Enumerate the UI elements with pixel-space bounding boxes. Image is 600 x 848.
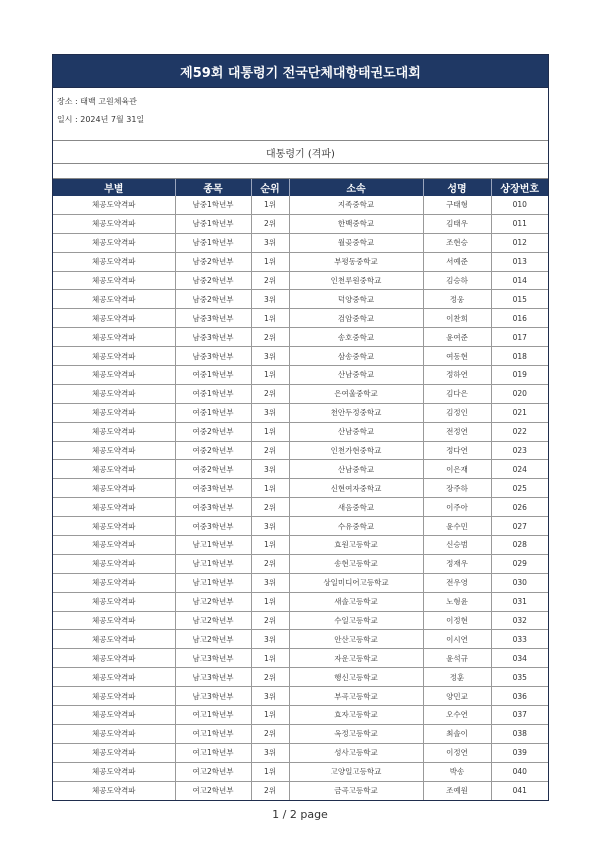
cell-rank: 3위: [251, 517, 289, 536]
cell-name: 윤석규: [423, 649, 491, 668]
cell-name: 이찬희: [423, 309, 491, 328]
cell-rank: 1위: [251, 196, 289, 214]
cell-division: 체공도약격파: [53, 403, 175, 422]
table-row: [53, 706, 548, 725]
cell-rank: 1위: [251, 309, 289, 328]
cell-rank: 1위: [251, 479, 289, 498]
cell-affiliation: 효원고등학교: [289, 536, 423, 555]
cell-award-number: 011: [491, 214, 548, 233]
cell-rank: 3위: [251, 290, 289, 309]
cell-rank: 2위: [251, 554, 289, 573]
results-table: [53, 179, 548, 800]
cell-rank: 3위: [251, 630, 289, 649]
cell-division: 체공도약격파: [53, 384, 175, 403]
cell-event: 여고2학년부: [175, 781, 251, 799]
cell-affiliation: 옥정고등학교: [289, 724, 423, 743]
cell-rank: 1위: [251, 649, 289, 668]
cell-name: 여동현: [423, 347, 491, 366]
cell-award-number: 033: [491, 630, 548, 649]
table-row: [53, 252, 548, 271]
cell-division: 체공도약격파: [53, 214, 175, 233]
table-row: [53, 611, 548, 630]
table-row: [53, 668, 548, 687]
cell-award-number: 034: [491, 649, 548, 668]
cell-affiliation: 수일고등학교: [289, 611, 423, 630]
cell-division: 체공도약격파: [53, 479, 175, 498]
cell-division: 체공도약격파: [53, 668, 175, 687]
cell-name: 노형윤: [423, 592, 491, 611]
column-header-rank: 순위: [251, 179, 289, 196]
cell-event: 남고2학년부: [175, 611, 251, 630]
cell-affiliation: 신현여자중학교: [289, 479, 423, 498]
cell-award-number: 012: [491, 233, 548, 252]
cell-division: 체공도약격파: [53, 554, 175, 573]
cell-event: 여중3학년부: [175, 517, 251, 536]
cell-affiliation: 금곡고등학교: [289, 781, 423, 799]
cell-division: 체공도약격파: [53, 252, 175, 271]
cell-division: 체공도약격파: [53, 196, 175, 214]
cell-affiliation: 지족중학교: [289, 196, 423, 214]
table-row: [53, 403, 548, 422]
cell-affiliation: 자운고등학교: [289, 649, 423, 668]
cell-rank: 3위: [251, 347, 289, 366]
cell-award-number: 037: [491, 706, 548, 725]
cell-rank: 3위: [251, 233, 289, 252]
cell-event: 남중2학년부: [175, 290, 251, 309]
table-row: [53, 271, 548, 290]
cell-rank: 1위: [251, 592, 289, 611]
cell-name: 김승하: [423, 271, 491, 290]
cell-name: 이정연: [423, 743, 491, 762]
cell-division: 체공도약격파: [53, 781, 175, 799]
table-row: [53, 196, 548, 214]
cell-rank: 3위: [251, 573, 289, 592]
table-row: [53, 309, 548, 328]
cell-division: 체공도약격파: [53, 573, 175, 592]
cell-division: 체공도약격파: [53, 271, 175, 290]
table-row: [53, 781, 548, 799]
cell-name: 이주아: [423, 498, 491, 517]
cell-rank: 3위: [251, 743, 289, 762]
cell-event: 남고3학년부: [175, 687, 251, 706]
cell-rank: 1위: [251, 366, 289, 385]
cell-affiliation: 천안두정중학교: [289, 403, 423, 422]
cell-event: 남중3학년부: [175, 347, 251, 366]
table-row: [53, 743, 548, 762]
cell-division: 체공도약격파: [53, 611, 175, 630]
cell-award-number: 016: [491, 309, 548, 328]
cell-event: 남고2학년부: [175, 592, 251, 611]
table-row: [53, 592, 548, 611]
cell-name: 이시연: [423, 630, 491, 649]
result-sheet: [52, 54, 549, 801]
cell-division: 체공도약격파: [53, 347, 175, 366]
cell-award-number: 041: [512, 786, 527, 796]
date-text: 일시 : 2024년 7월 31일: [57, 115, 145, 124]
cell-award-number: 032: [491, 611, 548, 630]
cell-event: 여고2학년부: [175, 762, 251, 781]
column-header-division: 부별: [53, 179, 175, 196]
cell-affiliation: 인천루원중학교: [289, 271, 423, 290]
table-row: [53, 479, 548, 498]
cell-event: 남중3학년부: [175, 309, 251, 328]
cell-name: 정훈: [423, 668, 491, 687]
cell-event: 남중1학년부: [175, 196, 251, 214]
cell-event: 남고1학년부: [175, 554, 251, 573]
cell-event: 여중3학년부: [175, 498, 251, 517]
cell-division: 체공도약격파: [53, 328, 175, 347]
cell-division: 체공도약격파: [53, 422, 175, 441]
table-row: [53, 460, 548, 479]
cell-award-number: 029: [491, 554, 548, 573]
cell-event: 남고1학년부: [175, 573, 251, 592]
cell-rank: 2위: [251, 271, 289, 290]
cell-name: 김다은: [423, 384, 491, 403]
cell-event: 남고3학년부: [175, 649, 251, 668]
table-subtitle: 대통령기 (격파): [53, 141, 548, 164]
event-info: [53, 88, 548, 141]
cell-event: 여중1학년부: [175, 384, 251, 403]
cell-name: 김정인: [423, 403, 491, 422]
cell-rank: 2위: [251, 611, 289, 630]
cell-name: 전정연: [423, 422, 491, 441]
cell-name: 박송: [423, 762, 491, 781]
cell-award-number: 031: [491, 592, 548, 611]
cell-name: 양민교: [423, 687, 491, 706]
table-row: [53, 328, 548, 347]
column-header-event: 종목: [175, 179, 251, 196]
table-row: [53, 233, 548, 252]
cell-event: 남중3학년부: [175, 328, 251, 347]
table-row: [53, 554, 548, 573]
cell-affiliation: 새음중학교: [289, 498, 423, 517]
cell-division: 체공도약격파: [53, 706, 175, 725]
table-row: [53, 347, 548, 366]
cell-division: 체공도약격파: [53, 460, 175, 479]
cell-award-number: 015: [491, 290, 548, 309]
cell-division: 체공도약격파: [53, 498, 175, 517]
cell-affiliation: 부곡고등학교: [289, 687, 423, 706]
table-row: [53, 498, 548, 517]
cell-award-number: 023: [491, 441, 548, 460]
cell-award-number: 030: [491, 573, 548, 592]
cell-name: 구태형: [423, 196, 491, 214]
cell-award-number: 021: [491, 403, 548, 422]
cell-affiliation: 산남중학교: [289, 366, 423, 385]
cell-award-number: 014: [491, 271, 548, 290]
cell-affiliation: 송현고등학교: [289, 554, 423, 573]
cell-award-number: 024: [491, 460, 548, 479]
cell-division: 체공도약격파: [53, 592, 175, 611]
cell-name: 이은재: [423, 460, 491, 479]
cell-affiliation: 삼송중학교: [289, 347, 423, 366]
column-header-name: 성명: [423, 179, 491, 196]
table-row: [53, 366, 548, 385]
blank-row: [53, 164, 548, 179]
cell-affiliation: 산남중학교: [289, 422, 423, 441]
cell-event: 여중1학년부: [175, 403, 251, 422]
cell-award-number: 027: [491, 517, 548, 536]
cell-name: 정웅: [423, 290, 491, 309]
cell-rank: 3위: [251, 403, 289, 422]
cell-affiliation: 효자고등학교: [289, 706, 423, 725]
cell-name: 윤수민: [423, 517, 491, 536]
table-row: [53, 649, 548, 668]
cell-name: 장주하: [423, 479, 491, 498]
cell-affiliation: 한백중학교: [289, 214, 423, 233]
cell-award-number: 019: [491, 366, 548, 385]
table-row: [53, 214, 548, 233]
cell-affiliation: 고양일고등학교: [289, 762, 423, 781]
cell-affiliation: 안산고등학교: [289, 630, 423, 649]
cell-event: 남고3학년부: [175, 668, 251, 687]
cell-event: 남고2학년부: [175, 630, 251, 649]
cell-rank: 2위: [251, 668, 289, 687]
cell-award-number: 036: [491, 687, 548, 706]
cell-division: 체공도약격파: [53, 309, 175, 328]
cell-name: 정재우: [423, 554, 491, 573]
cell-award-number: 013: [491, 252, 548, 271]
cell-rank: 1위: [251, 536, 289, 555]
cell-rank: 1위: [251, 706, 289, 725]
cell-affiliation: 부평동중학교: [289, 252, 423, 271]
cell-rank: 2위: [251, 781, 289, 799]
cell-affiliation: 월곶중학교: [289, 233, 423, 252]
cell-division: 체공도약격파: [53, 724, 175, 743]
cell-name: 정하연: [423, 366, 491, 385]
cell-award-number: 035: [491, 668, 548, 687]
cell-event: 여중2학년부: [175, 422, 251, 441]
cell-affiliation: 행신고등학교: [289, 668, 423, 687]
cell-name: 서예준: [423, 252, 491, 271]
cell-name: 전우영: [423, 573, 491, 592]
table-row: [53, 441, 548, 460]
cell-rank: 2위: [251, 214, 289, 233]
cell-affiliation: 상일미디어고등학교: [289, 573, 423, 592]
cell-name: 조예원: [423, 781, 491, 799]
cell-award-number: 022: [491, 422, 548, 441]
cell-division: 체공도약격파: [53, 366, 175, 385]
cell-event: 여고1학년부: [175, 743, 251, 762]
cell-event: 남고1학년부: [175, 536, 251, 555]
cell-division: 체공도약격파: [53, 536, 175, 555]
cell-award-number: 020: [491, 384, 548, 403]
cell-award-number: 026: [491, 498, 548, 517]
cell-rank: 2위: [251, 724, 289, 743]
table-row: [53, 630, 548, 649]
cell-rank: 2위: [251, 441, 289, 460]
table-row: [53, 422, 548, 441]
table-row: [53, 762, 548, 781]
cell-name: 이정현: [423, 611, 491, 630]
cell-event: 여고1학년부: [175, 706, 251, 725]
cell-rank: 1위: [251, 252, 289, 271]
document-title: 제59회 대통령기 전국단체대항태권도대회: [53, 55, 548, 88]
cell-affiliation: 은여울중학교: [289, 384, 423, 403]
table-row: [53, 290, 548, 309]
cell-division: 체공도약격파: [53, 649, 175, 668]
cell-rank: 3위: [251, 460, 289, 479]
cell-affiliation: 새솔고등학교: [289, 592, 423, 611]
column-header-affiliation: 소속: [289, 179, 423, 196]
cell-event: 남중1학년부: [175, 233, 251, 252]
table-row: [53, 384, 548, 403]
cell-division: 체공도약격파: [53, 743, 175, 762]
cell-division: 체공도약격파: [53, 687, 175, 706]
cell-division: 체공도약격파: [53, 762, 175, 781]
cell-name: 정다연: [423, 441, 491, 460]
cell-event: 여고1학년부: [175, 724, 251, 743]
table-row: [53, 687, 548, 706]
cell-rank: 2위: [251, 328, 289, 347]
cell-event: 남중2학년부: [175, 271, 251, 290]
cell-name: 오수연: [423, 706, 491, 725]
cell-name: 최솔이: [423, 724, 491, 743]
cell-event: 여중2학년부: [175, 460, 251, 479]
cell-affiliation: 산남중학교: [289, 460, 423, 479]
cell-affiliation: 덕양중학교: [289, 290, 423, 309]
cell-division: 체공도약격파: [53, 233, 175, 252]
cell-award-number: 039: [491, 743, 548, 762]
column-header-award-number: 상장번호: [491, 179, 548, 196]
table-row: [53, 724, 548, 743]
table-row: [53, 517, 548, 536]
cell-award-number: 018: [491, 347, 548, 366]
cell-rank: 1위: [251, 762, 289, 781]
cell-affiliation: 수유중학교: [289, 517, 423, 536]
cell-award-number: 025: [491, 479, 548, 498]
cell-division: 체공도약격파: [53, 517, 175, 536]
cell-event: 남중2학년부: [175, 252, 251, 271]
cell-affiliation: 성사고등학교: [289, 743, 423, 762]
cell-affiliation: 검암중학교: [289, 309, 423, 328]
cell-affiliation: 송호중학교: [289, 328, 423, 347]
cell-event: 여중1학년부: [175, 366, 251, 385]
table-row: [53, 573, 548, 592]
cell-event: 여중2학년부: [175, 441, 251, 460]
cell-division: 체공도약격파: [53, 290, 175, 309]
cell-name: 조현승: [423, 233, 491, 252]
cell-award-number: 040: [491, 762, 548, 781]
cell-name: 윤여준: [423, 328, 491, 347]
cell-division: 체공도약격파: [53, 441, 175, 460]
cell-rank: 3위: [251, 687, 289, 706]
cell-rank: 2위: [251, 384, 289, 403]
venue-text: 장소 : 태백 고원체육관: [57, 97, 137, 106]
cell-award-number: 010: [491, 196, 548, 214]
cell-award-number: 028: [491, 536, 548, 555]
cell-division: 체공도약격파: [53, 630, 175, 649]
cell-award-number: 038: [491, 724, 548, 743]
table-header-row: [53, 179, 548, 196]
cell-name: 김태우: [423, 214, 491, 233]
cell-event: 여중3학년부: [175, 479, 251, 498]
cell-name: 신승범: [423, 536, 491, 555]
page-indicator: 1 / 2 page: [272, 808, 328, 821]
cell-rank: 2위: [251, 498, 289, 517]
cell-event: 남중1학년부: [175, 214, 251, 233]
cell-award-number: 017: [491, 328, 548, 347]
cell-rank: 1위: [251, 422, 289, 441]
cell-affiliation: 인천가현중학교: [289, 441, 423, 460]
table-row: [53, 536, 548, 555]
